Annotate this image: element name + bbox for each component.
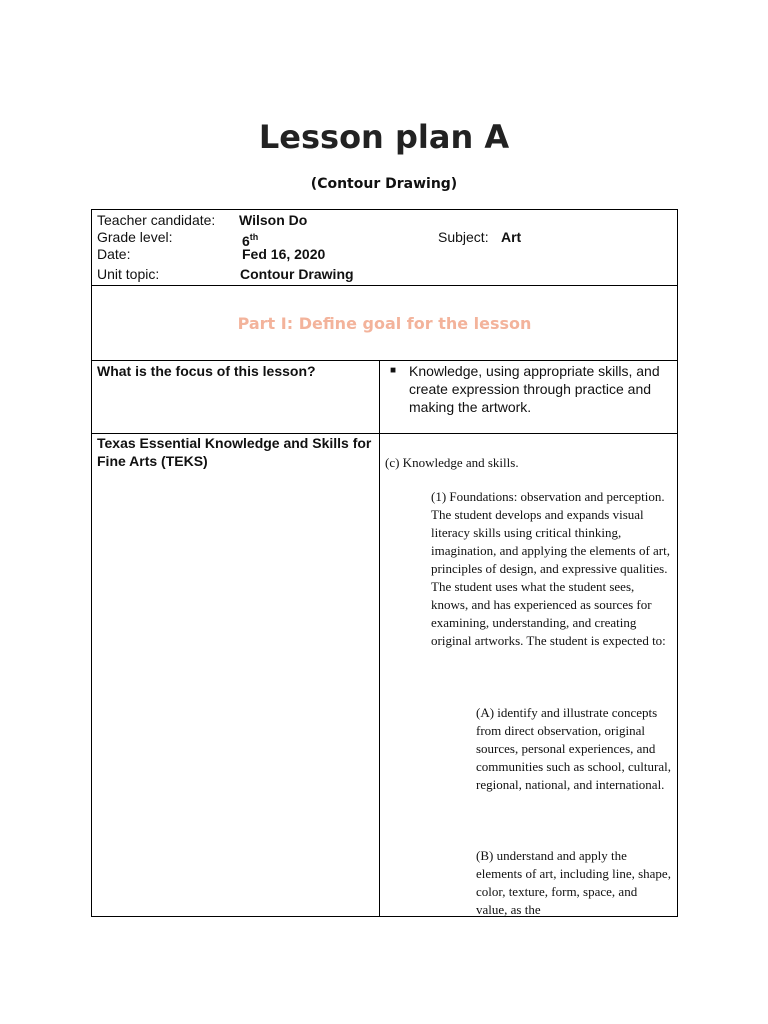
grade-label: Grade level:	[97, 229, 173, 245]
row-divider	[92, 285, 677, 286]
teks-a: (A) identify and illustrate concepts from direct observation, original sources, personal experiences, and communities such as school, cultural, regional, national, and international.	[476, 705, 671, 792]
teacher-label: Teacher candidate:	[97, 212, 216, 228]
lesson-table	[91, 209, 678, 917]
date-label: Date:	[97, 246, 131, 262]
teks-b: (B) understand and apply the elements of art, including line, shape, color, texture, form, space, and value, as the	[476, 848, 671, 917]
part1-heading: Part I: Define goal for the lesson	[237, 314, 532, 333]
subject-value: Art	[501, 229, 522, 245]
date-value: Fed 16, 2020	[242, 246, 326, 262]
teks-1: (1) Foundations: observation and perception. The student develops and expands visual literacy skills using critical thinking, imagination, and applying the elements of art, principles of design, and expressive qualities. The student uses what the student sees, knows, and has experienced as sources for examining, understanding, and creating original artworks. The student is expected to:	[431, 489, 670, 648]
document-subtitle: (Contour Drawing)	[310, 176, 458, 192]
focus-question: What is the focus of this lesson?	[97, 363, 316, 379]
teacher-value: Wilson Do	[239, 212, 308, 228]
teks-c: (c) Knowledge and skills.	[385, 455, 519, 470]
teks-label: Texas Essential Knowledge and Skills for Fine Arts (TEKS)	[97, 435, 372, 469]
unit-topic-value: Contour Drawing	[240, 266, 354, 282]
row-divider	[92, 360, 677, 361]
document-title: Lesson plan A	[258, 118, 510, 156]
focus-answer: Knowledge, using appropriate skills, and create expression through practice and making the artwork.	[409, 363, 660, 415]
focus-answer-item	[390, 362, 669, 416]
subject-label: Subject:	[438, 229, 489, 245]
column-divider	[379, 360, 380, 916]
unit-topic-label: Unit topic:	[97, 266, 160, 282]
bullet-icon: ■	[390, 365, 397, 376]
grade-value: 6	[242, 233, 250, 249]
grade-suffix: th	[249, 232, 259, 242]
